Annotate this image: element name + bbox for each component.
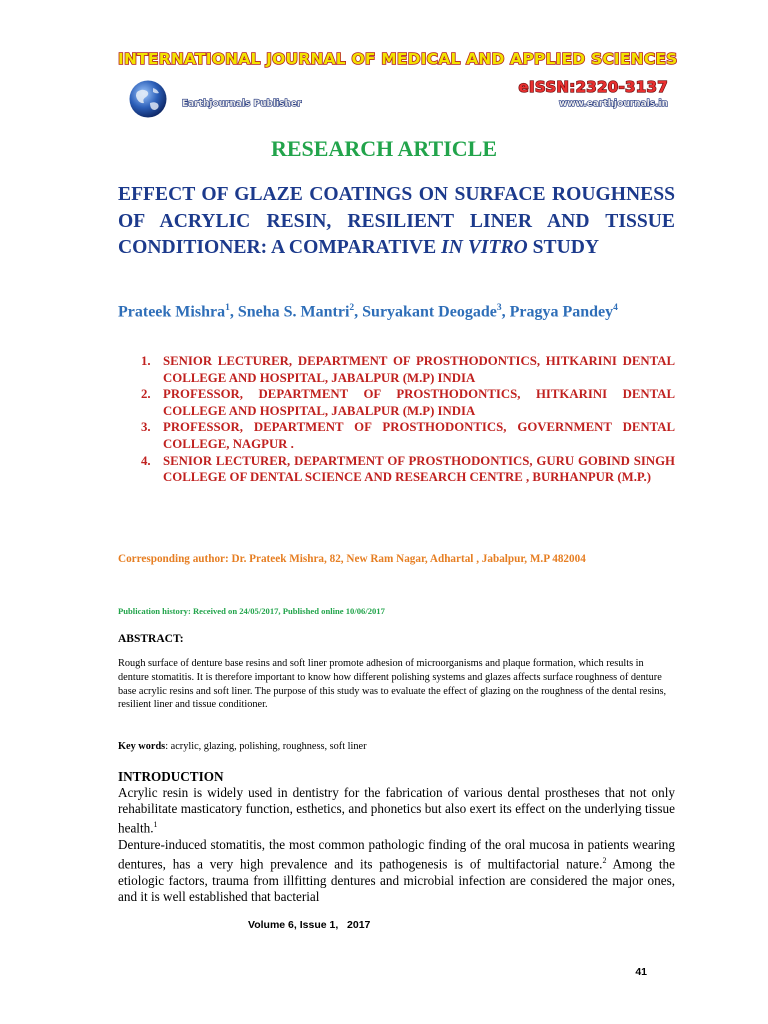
author-affil-ref: 2 xyxy=(349,303,355,313)
title-part-2: STUDY xyxy=(527,237,600,258)
affiliation-number: 1. xyxy=(141,354,151,368)
affiliation-list xyxy=(141,353,675,486)
title-italic: IN VITRO xyxy=(441,237,528,258)
affiliation-number: 4. xyxy=(141,453,151,468)
abstract-text: Rough surface of denture base resins and soft liner promote adhesion of microorganisms and plaque formation, which results in denture stomatitis. It is therefore important to know how different polishing systems and glazes affects surface roughness of denture base acrylic resins and soft liner. The purpose of this study was to evaluate the effect of glazing on the roughness of the dental resins, resilient liner and tissue conditioner. xyxy=(118,658,667,711)
volume-issue: Volume 6, Issue 1, 2017 xyxy=(248,919,371,931)
affiliation-item xyxy=(141,386,675,419)
author-name: Suryakant Deogade xyxy=(362,303,497,321)
author-name: Pragya Pandey xyxy=(509,303,614,321)
intro-text: Among the etiologic factors, trauma from illfitting dentures and microbial infection are considered the major ones, and it is well established that bacterial xyxy=(118,856,675,904)
author-list: Prateek Mishra$^1$, Sneha S. Mantri$^2$, Suryakant Deogade$^3$, Pragya Pandey$^4$ xyxy=(118,303,618,321)
publication-history: Publication history: Received on 24/05/2017, Published online 10/06/2017 xyxy=(118,606,385,616)
intro-text: Denture-induced stomatitis, the most common pathologic finding of the oral mucosa in patients wearing dentures, has a very high prevalence and its pathogenesis is of multifactorial nature. xyxy=(118,837,675,872)
author-affil-ref: 3 xyxy=(496,303,502,313)
keywords-label: Key words xyxy=(118,741,166,752)
affiliation-text: PROFESSOR, DEPARTMENT OF PROSTHODONTICS, HITKARINI DENTAL COLLEGE AND HOSPITAL, JABALPUR (M.P) INDIA xyxy=(163,387,675,418)
affiliation-item xyxy=(141,419,675,452)
journal-website[interactable]: www.earthjournals.in xyxy=(558,99,668,109)
intro-paragraph xyxy=(118,837,675,905)
citation-ref: 2 xyxy=(602,856,607,866)
abstract-heading: ABSTRACT: xyxy=(118,633,184,645)
introduction-body xyxy=(118,785,675,905)
corresponding-author: Corresponding author: Dr. Prateek Mishra, 82, New Ram Nagar, Adhartal , Jabalpur, M.P 482004 xyxy=(118,553,586,565)
introduction-heading: INTRODUCTION xyxy=(118,769,224,784)
intro-paragraph xyxy=(118,785,675,837)
author-affil-ref: 4 xyxy=(613,303,618,313)
page-number: 41 xyxy=(635,966,647,978)
intro-text: Acrylic resin is widely used in dentistry for the fabrication of various dental prostheses that not only rehabilitate masticatory function, esthetics, and phonetics but also exert its effect on the underlying tissue health. xyxy=(118,785,675,836)
journal-title: INTERNATIONAL JOURNAL OF MEDICAL AND APPLIED SCIENCES xyxy=(118,50,678,68)
author-affil-ref: 1 xyxy=(225,303,230,313)
author-name: Prateek Mishra xyxy=(118,303,226,321)
keywords-text: : acrylic, glazing, polishing, roughness, soft liner xyxy=(165,741,367,752)
title-part-1: EFFECT OF GLAZE COATINGS ON SURFACE ROUGHNESS OF ACRYLIC RESIN, RESILIENT LINER AND TISSUE CONDITIONER: A COMPARATIVE xyxy=(118,184,675,258)
affiliation-text: SENIOR LECTURER, DEPARTMENT OF PROSTHODONTICS, HITKARINI DENTAL COLLEGE AND HOSPITAL, JABALPUR (M.P) INDIA xyxy=(163,354,675,385)
affiliation-text: SENIOR LECTURER, DEPARTMENT OF PROSTHODONTICS, GURU GOBIND SINGH COLLEGE OF DENTAL SCIENCE AND RESEARCH CENTRE , BURHANPUR (M.P.) xyxy=(163,453,675,485)
affiliation-item xyxy=(141,453,675,486)
affiliation-number: 3. xyxy=(141,420,151,435)
article-type: RESEARCH ARTICLE xyxy=(270,136,497,161)
affiliation-text: PROFESSOR, DEPARTMENT OF PROSTHODONTICS, GOVERNMENT DENTAL COLLEGE, NAGPUR . xyxy=(163,420,675,451)
author-name: Sneha S. Mantri xyxy=(237,303,350,321)
eissn: eISSN:2320-3137 xyxy=(518,78,668,96)
globe-icon xyxy=(128,79,168,119)
affiliation-number: 2. xyxy=(141,387,151,402)
citation-ref: 1 xyxy=(153,820,158,830)
keywords xyxy=(118,741,367,752)
publisher-name: Earthjournals Publisher xyxy=(182,99,302,109)
affiliation-item xyxy=(141,353,675,386)
article-title xyxy=(118,182,675,262)
